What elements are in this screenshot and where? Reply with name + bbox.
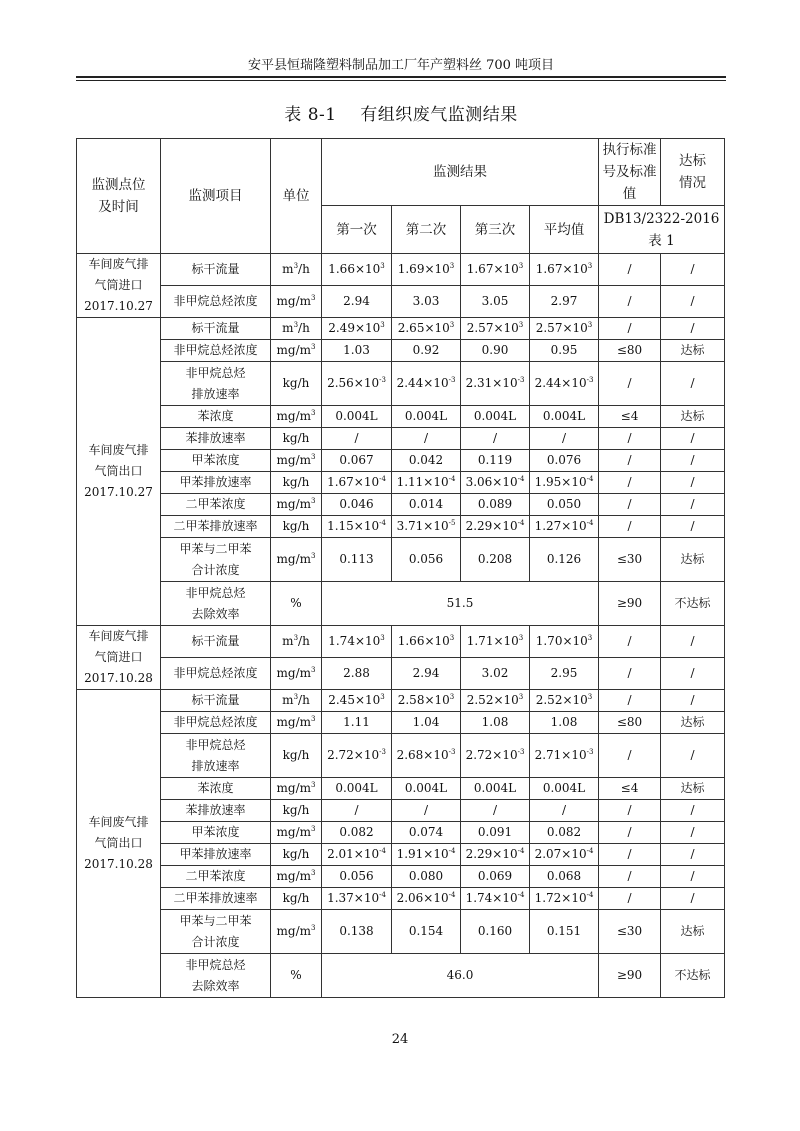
unit-cell: kg/h <box>271 888 322 910</box>
result-average-cell: $1.70\times 10^3$ <box>530 626 599 658</box>
standard-value-cell: / <box>599 318 661 340</box>
document-header: 安平县恒瑞隆塑料制品加工厂年产塑料丝 700 吨项目 <box>247 58 555 73</box>
compliance-cell: 不达标 <box>661 954 725 998</box>
header-monitoring-point: 监测点位 及时间 <box>77 139 161 254</box>
result-average-cell: / <box>530 428 599 450</box>
table-row <box>77 340 725 362</box>
result-second-cell: 0.004L <box>392 406 461 428</box>
table-row <box>77 778 725 800</box>
compliance-cell: 达标 <box>661 340 725 362</box>
monitoring-item-cell: 苯排放速率 <box>161 800 271 822</box>
compliance-cell: 达标 <box>661 538 725 582</box>
result-average-cell: 0.050 <box>530 494 599 516</box>
result-second-cell: 1.04 <box>392 712 461 734</box>
monitoring-item-cell: 甲苯浓度 <box>161 822 271 844</box>
result-second-cell: 0.080 <box>392 866 461 888</box>
result-average-cell: $2.44\times 10^{-3}$ <box>530 362 599 406</box>
standard-value-cell: ≤4 <box>599 778 661 800</box>
standard-value-cell: / <box>599 472 661 494</box>
result-first-cell: 1.11 <box>322 712 392 734</box>
result-second-cell: / <box>392 800 461 822</box>
result-first-cell: 0.004L <box>322 778 392 800</box>
standard-value-cell: / <box>599 626 661 658</box>
monitoring-item-cell: 非甲烷总烃浓度 <box>161 340 271 362</box>
result-third-cell: $2.57\times 10^3$ <box>461 318 530 340</box>
monitoring-item-cell: 非甲烷总烃浓度 <box>161 658 271 690</box>
monitoring-item-cell: 二甲苯浓度 <box>161 866 271 888</box>
compliance-cell: 达标 <box>661 712 725 734</box>
table-row <box>77 318 725 340</box>
monitoring-item-cell: 二甲苯浓度 <box>161 494 271 516</box>
result-second-cell: 2.94 <box>392 658 461 690</box>
standard-value-cell: ≥90 <box>599 954 661 998</box>
header-compliance: 达标 情况 <box>661 139 725 206</box>
result-first-cell: $2.01\times 10^{-4}$ <box>322 844 392 866</box>
result-first-cell: / <box>322 428 392 450</box>
result-third-cell: / <box>461 428 530 450</box>
table-row <box>77 472 725 494</box>
monitoring-item-cell: 甲苯与二甲苯 合计浓度 <box>161 910 271 954</box>
compliance-cell: 达标 <box>661 778 725 800</box>
result-first-cell: $1.67\times 10^{-4}$ <box>322 472 392 494</box>
unit-cell: $mg/m^3$ <box>271 494 322 516</box>
result-third-cell: / <box>461 800 530 822</box>
standard-value-cell: / <box>599 734 661 778</box>
result-first-cell: $1.15\times 10^{-4}$ <box>322 516 392 538</box>
header-unit: 单位 <box>271 139 322 254</box>
result-third-cell: 0.160 <box>461 910 530 954</box>
compliance-cell: / <box>661 450 725 472</box>
result-first-cell: $2.72\times 10^{-3}$ <box>322 734 392 778</box>
unit-cell: % <box>271 582 322 626</box>
compliance-cell: / <box>661 494 725 516</box>
unit-cell: $mg/m^3$ <box>271 450 322 472</box>
table-body <box>77 254 725 998</box>
table-row <box>77 690 725 712</box>
table-row <box>77 538 725 582</box>
compliance-cell: / <box>661 318 725 340</box>
compliance-cell: 达标 <box>661 406 725 428</box>
monitoring-item-cell: 标干流量 <box>161 254 271 286</box>
monitoring-item-cell: 甲苯排放速率 <box>161 472 271 494</box>
result-average-cell: $1.27\times 10^{-4}$ <box>530 516 599 538</box>
compliance-cell: / <box>661 472 725 494</box>
monitoring-item-cell: 甲苯浓度 <box>161 450 271 472</box>
compliance-cell: 达标 <box>661 910 725 954</box>
result-average-cell: 1.08 <box>530 712 599 734</box>
header-rule-thin <box>76 80 726 81</box>
result-second-cell: $2.58\times 10^3$ <box>392 690 461 712</box>
removal-efficiency-cell: 46.0 <box>322 954 599 998</box>
standard-value-cell: / <box>599 516 661 538</box>
table-row <box>77 286 725 318</box>
standard-value-cell: / <box>599 254 661 286</box>
standard-value-cell: / <box>599 690 661 712</box>
monitoring-item-cell: 非甲烷总烃 去除效率 <box>161 582 271 626</box>
result-average-cell: $1.72\times 10^{-4}$ <box>530 888 599 910</box>
unit-cell: $mg/m^3$ <box>271 778 322 800</box>
unit-cell: $m^3/h$ <box>271 318 322 340</box>
header-average: 平均值 <box>530 206 599 254</box>
standard-value-cell: ≤4 <box>599 406 661 428</box>
monitoring-item-cell: 苯排放速率 <box>161 428 271 450</box>
monitoring-item-cell: 标干流量 <box>161 626 271 658</box>
monitoring-item-cell: 非甲烷总烃 去除效率 <box>161 954 271 998</box>
unit-cell: kg/h <box>271 800 322 822</box>
result-average-cell: 0.082 <box>530 822 599 844</box>
table-row <box>77 406 725 428</box>
result-third-cell: 0.90 <box>461 340 530 362</box>
table-row <box>77 910 725 954</box>
result-third-cell: $2.52\times 10^3$ <box>461 690 530 712</box>
result-second-cell: $1.69\times 10^3$ <box>392 254 461 286</box>
result-second-cell: 0.042 <box>392 450 461 472</box>
table-row <box>77 450 725 472</box>
header-monitoring-results: 监测结果 <box>322 139 599 206</box>
table-row <box>77 254 725 286</box>
header-first: 第一次 <box>322 206 392 254</box>
monitoring-point-cell: 车间废气排 气筒出口 2017.10.27 <box>77 318 161 626</box>
result-third-cell: $2.72\times 10^{-3}$ <box>461 734 530 778</box>
compliance-cell: / <box>661 844 725 866</box>
unit-cell: $mg/m^3$ <box>271 910 322 954</box>
monitoring-item-cell: 非甲烷总烃 排放速率 <box>161 734 271 778</box>
table-row <box>77 866 725 888</box>
standard-value-cell: / <box>599 428 661 450</box>
result-third-cell: $2.29\times 10^{-4}$ <box>461 844 530 866</box>
header-standard-ref: DB13/2322-2016 表 1 <box>599 206 725 254</box>
result-first-cell: 2.94 <box>322 286 392 318</box>
standard-value-cell: / <box>599 822 661 844</box>
result-second-cell: $1.66\times 10^3$ <box>392 626 461 658</box>
monitoring-item-cell: 非甲烷总烃浓度 <box>161 712 271 734</box>
unit-cell: kg/h <box>271 734 322 778</box>
unit-cell: $mg/m^3$ <box>271 406 322 428</box>
result-average-cell: 0.004L <box>530 778 599 800</box>
result-first-cell: $2.45\times 10^3$ <box>322 690 392 712</box>
result-average-cell: 0.95 <box>530 340 599 362</box>
table-row <box>77 712 725 734</box>
result-first-cell: 0.056 <box>322 866 392 888</box>
result-average-cell: $2.07\times 10^{-4}$ <box>530 844 599 866</box>
standard-value-cell: / <box>599 658 661 690</box>
result-first-cell: 0.138 <box>322 910 392 954</box>
compliance-cell: / <box>661 286 725 318</box>
result-second-cell: $2.06\times 10^{-4}$ <box>392 888 461 910</box>
result-first-cell: $2.49\times 10^3$ <box>322 318 392 340</box>
result-second-cell: 0.004L <box>392 778 461 800</box>
table-row <box>77 626 725 658</box>
compliance-cell: / <box>661 428 725 450</box>
table-row <box>77 734 725 778</box>
result-second-cell: $2.68\times 10^{-3}$ <box>392 734 461 778</box>
compliance-cell: / <box>661 866 725 888</box>
unit-cell: $m^3/h$ <box>271 690 322 712</box>
result-third-cell: $1.74\times 10^{-4}$ <box>461 888 530 910</box>
monitoring-item-cell: 甲苯与二甲苯 合计浓度 <box>161 538 271 582</box>
result-second-cell: $3.71\times 10^{-5}$ <box>392 516 461 538</box>
result-second-cell: $1.91\times 10^{-4}$ <box>392 844 461 866</box>
header-standard: 执行标准 号及标准 值 <box>599 139 661 206</box>
result-third-cell: $2.31\times 10^{-3}$ <box>461 362 530 406</box>
compliance-cell: 不达标 <box>661 582 725 626</box>
monitoring-item-cell: 标干流量 <box>161 318 271 340</box>
removal-efficiency-cell: 51.5 <box>322 582 599 626</box>
table-row <box>77 800 725 822</box>
monitoring-item-cell: 甲苯排放速率 <box>161 844 271 866</box>
result-second-cell: 0.014 <box>392 494 461 516</box>
result-average-cell: 0.004L <box>530 406 599 428</box>
table-row <box>77 362 725 406</box>
monitoring-results-table <box>76 138 725 998</box>
result-first-cell: $2.56\times 10^{-3}$ <box>322 362 392 406</box>
unit-cell: $mg/m^3$ <box>271 538 322 582</box>
result-average-cell: 2.95 <box>530 658 599 690</box>
compliance-cell: / <box>661 822 725 844</box>
result-second-cell: 3.03 <box>392 286 461 318</box>
result-average-cell: 0.126 <box>530 538 599 582</box>
standard-value-cell: / <box>599 362 661 406</box>
monitoring-item-cell: 二甲苯排放速率 <box>161 888 271 910</box>
standard-value-cell: / <box>599 286 661 318</box>
table-row <box>77 428 725 450</box>
result-first-cell: 0.067 <box>322 450 392 472</box>
monitoring-item-cell: 二甲苯排放速率 <box>161 516 271 538</box>
unit-cell: $mg/m^3$ <box>271 712 322 734</box>
standard-value-cell: ≤80 <box>599 340 661 362</box>
table-row <box>77 658 725 690</box>
result-third-cell: $1.71\times 10^3$ <box>461 626 530 658</box>
standard-value-cell: / <box>599 494 661 516</box>
result-second-cell: $1.11\times 10^{-4}$ <box>392 472 461 494</box>
result-third-cell: 1.08 <box>461 712 530 734</box>
standard-value-cell: / <box>599 888 661 910</box>
compliance-cell: / <box>661 800 725 822</box>
result-first-cell: / <box>322 800 392 822</box>
result-third-cell: $2.29\times 10^{-4}$ <box>461 516 530 538</box>
unit-cell: $mg/m^3$ <box>271 286 322 318</box>
compliance-cell: / <box>661 658 725 690</box>
result-first-cell: $1.37\times 10^{-4}$ <box>322 888 392 910</box>
standard-value-cell: ≤80 <box>599 712 661 734</box>
standard-value-cell: ≤30 <box>599 910 661 954</box>
standard-value-cell: / <box>599 844 661 866</box>
table-row <box>77 516 725 538</box>
monitoring-item-cell: 非甲烷总烃 排放速率 <box>161 362 271 406</box>
result-third-cell: 0.119 <box>461 450 530 472</box>
result-average-cell: 2.97 <box>530 286 599 318</box>
page-number: 24 <box>391 1032 409 1047</box>
standard-value-cell: / <box>599 450 661 472</box>
header-monitoring-item: 监测项目 <box>161 139 271 254</box>
result-third-cell: 0.069 <box>461 866 530 888</box>
unit-cell: $mg/m^3$ <box>271 658 322 690</box>
result-second-cell: $2.44\times 10^{-3}$ <box>392 362 461 406</box>
compliance-cell: / <box>661 626 725 658</box>
table-row <box>77 494 725 516</box>
result-average-cell: / <box>530 800 599 822</box>
result-third-cell: $1.67\times 10^3$ <box>461 254 530 286</box>
unit-cell: kg/h <box>271 472 322 494</box>
monitoring-point-cell: 车间废气排 气筒出口 2017.10.28 <box>77 690 161 998</box>
result-third-cell: 0.004L <box>461 778 530 800</box>
result-first-cell: 0.004L <box>322 406 392 428</box>
compliance-cell: / <box>661 734 725 778</box>
result-average-cell: 0.151 <box>530 910 599 954</box>
result-second-cell: 0.154 <box>392 910 461 954</box>
table-row <box>77 822 725 844</box>
result-first-cell: 1.03 <box>322 340 392 362</box>
result-average-cell: $2.57\times 10^3$ <box>530 318 599 340</box>
result-first-cell: 0.082 <box>322 822 392 844</box>
result-second-cell: 0.074 <box>392 822 461 844</box>
unit-cell: $m^3/h$ <box>271 254 322 286</box>
result-average-cell: 0.076 <box>530 450 599 472</box>
result-second-cell: 0.92 <box>392 340 461 362</box>
header-rule <box>76 76 726 78</box>
result-third-cell: 0.089 <box>461 494 530 516</box>
unit-cell: $mg/m^3$ <box>271 340 322 362</box>
unit-cell: % <box>271 954 322 998</box>
monitoring-item-cell: 苯浓度 <box>161 778 271 800</box>
compliance-cell: / <box>661 362 725 406</box>
unit-cell: $mg/m^3$ <box>271 822 322 844</box>
compliance-cell: / <box>661 254 725 286</box>
result-first-cell: $1.66\times 10^3$ <box>322 254 392 286</box>
result-first-cell: $1.74\times 10^3$ <box>322 626 392 658</box>
table-row <box>77 954 725 998</box>
result-first-cell: 2.88 <box>322 658 392 690</box>
result-third-cell: 0.208 <box>461 538 530 582</box>
unit-cell: kg/h <box>271 428 322 450</box>
monitoring-item-cell: 非甲烷总烃浓度 <box>161 286 271 318</box>
compliance-cell: / <box>661 888 725 910</box>
monitoring-point-cell: 车间废气排 气筒进口 2017.10.28 <box>77 626 161 690</box>
compliance-cell: / <box>661 516 725 538</box>
result-third-cell: 0.004L <box>461 406 530 428</box>
result-first-cell: 0.046 <box>322 494 392 516</box>
unit-cell: kg/h <box>271 362 322 406</box>
standard-value-cell: / <box>599 800 661 822</box>
table-title: 表 8-1 有组织废气监测结果 <box>284 105 518 125</box>
unit-cell: kg/h <box>271 516 322 538</box>
result-average-cell: 0.068 <box>530 866 599 888</box>
result-first-cell: 0.113 <box>322 538 392 582</box>
standard-value-cell: ≤30 <box>599 538 661 582</box>
header-third: 第三次 <box>461 206 530 254</box>
table-row <box>77 582 725 626</box>
result-third-cell: $3.06\times 10^{-4}$ <box>461 472 530 494</box>
result-second-cell: 0.056 <box>392 538 461 582</box>
result-second-cell: / <box>392 428 461 450</box>
result-average-cell: $2.52\times 10^3$ <box>530 690 599 712</box>
table-row <box>77 888 725 910</box>
table-row <box>77 844 725 866</box>
result-average-cell: $1.95\times 10^{-4}$ <box>530 472 599 494</box>
unit-cell: $mg/m^3$ <box>271 866 322 888</box>
unit-cell: $m^3/h$ <box>271 626 322 658</box>
monitoring-item-cell: 苯浓度 <box>161 406 271 428</box>
monitoring-item-cell: 标干流量 <box>161 690 271 712</box>
result-third-cell: 3.02 <box>461 658 530 690</box>
standard-value-cell: ≥90 <box>599 582 661 626</box>
result-third-cell: 3.05 <box>461 286 530 318</box>
header-second: 第二次 <box>392 206 461 254</box>
result-third-cell: 0.091 <box>461 822 530 844</box>
compliance-cell: / <box>661 690 725 712</box>
result-average-cell: $2.71\times 10^{-3}$ <box>530 734 599 778</box>
monitoring-point-cell: 车间废气排 气筒进口 2017.10.27 <box>77 254 161 318</box>
result-second-cell: $2.65\times 10^3$ <box>392 318 461 340</box>
standard-value-cell: / <box>599 866 661 888</box>
result-average-cell: $1.67\times 10^3$ <box>530 254 599 286</box>
unit-cell: kg/h <box>271 844 322 866</box>
